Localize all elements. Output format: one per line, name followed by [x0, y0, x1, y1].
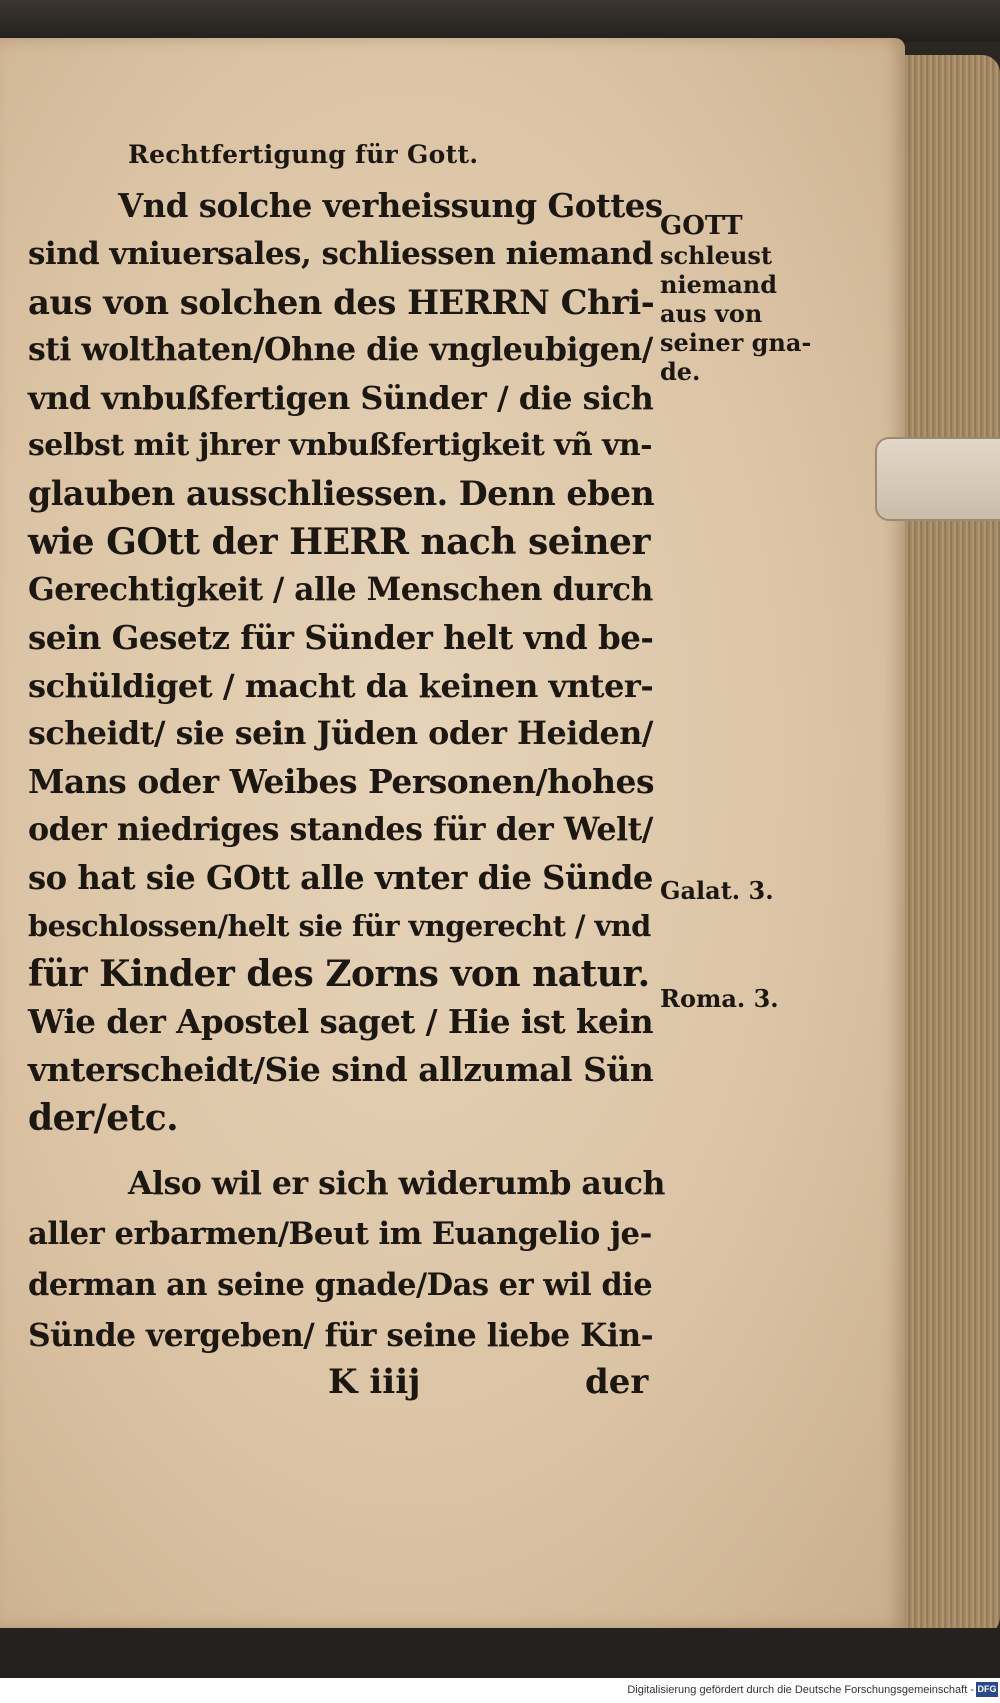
- text-line: glauben ausschliessen. Denn eben: [28, 474, 655, 513]
- text-line: oder niedriges standes für der Welt/: [28, 811, 653, 848]
- text-line: so hat sie GOtt alle vnter die Sünde: [28, 859, 653, 897]
- text-line: Also wil er sich widerumb auch: [128, 1165, 665, 1202]
- dfg-logo: DFG: [976, 1682, 998, 1697]
- text-line: für Kinder des Zorns von natur.: [28, 953, 650, 995]
- running-header: Rechtfertigung für Gott.: [128, 140, 479, 169]
- marginal-note-god: [660, 212, 811, 386]
- text-line: scheidt/ sie sein Jüden oder Heiden/: [28, 715, 653, 752]
- footer-credit: Digitalisierung gefördert durch die Deutsche Forschungsgemeinschaft -: [627, 1684, 974, 1696]
- catchword: der: [585, 1362, 649, 1402]
- text-line: sein Gesetz für Sünder helt vnd be-: [28, 619, 654, 657]
- text-line: vnterscheidt/Sie sind allzumal Sün: [28, 1050, 654, 1089]
- text-line: Vnd solche verheissung Gottes: [118, 187, 663, 225]
- text-line: Sünde vergeben/ für seine liebe Kin-: [28, 1318, 654, 1354]
- text-line: selbst mit jhrer vnbußfertigkeit vñ vn-: [28, 428, 653, 463]
- text-line: wie GOtt der HERR nach seiner: [28, 521, 650, 563]
- text-line: aus von solchen des HERRN Chri-: [28, 282, 655, 322]
- marginal-line: niemand: [660, 270, 778, 299]
- text-line: vnd vnbußfertigen Sünder / die sich: [28, 379, 654, 417]
- text-line: beschlossen/helt sie für vngerecht / vnd: [28, 909, 651, 943]
- book-clasp: [875, 437, 1000, 521]
- text-line: aller erbarmen/Beut im Euangelio je-: [28, 1216, 652, 1252]
- text-line: schüldiget / macht da keinen vnter-: [28, 667, 654, 705]
- text-line: derman an seine gnade/Das er wil die: [28, 1267, 653, 1303]
- text-line: Gerechtigkeit / alle Menschen durch: [28, 572, 653, 608]
- marginal-line: de.: [660, 357, 701, 386]
- text-line: sti wolthaten/Ohne die vngleubigen/: [28, 331, 653, 368]
- digitization-footer: [0, 1678, 1000, 1703]
- main-paragraph: [28, 182, 668, 1142]
- text-line: der/etc.: [28, 1097, 179, 1139]
- text-line: sind vniuersales, schliessen niemand: [28, 236, 653, 272]
- marginal-note-galatians: Galat. 3.: [660, 876, 774, 905]
- book-page-edges: [905, 55, 1000, 1635]
- marginal-line: schleust: [660, 241, 773, 270]
- marginal-line: GOTT: [660, 211, 743, 241]
- signature-mark: K iiij: [328, 1362, 421, 1402]
- marginal-note-romans: Roma. 3.: [660, 984, 779, 1013]
- bottom-background-band: [0, 1628, 1000, 1678]
- marginal-line: aus von: [660, 299, 763, 328]
- marginal-line: seiner gna-: [660, 328, 812, 357]
- top-background-band: [0, 0, 1000, 42]
- text-line: Mans oder Weibes Personen/hohes: [28, 762, 655, 801]
- second-paragraph: [28, 1158, 668, 1362]
- text-line: Wie der Apostel saget / Hie ist kein: [28, 1002, 654, 1041]
